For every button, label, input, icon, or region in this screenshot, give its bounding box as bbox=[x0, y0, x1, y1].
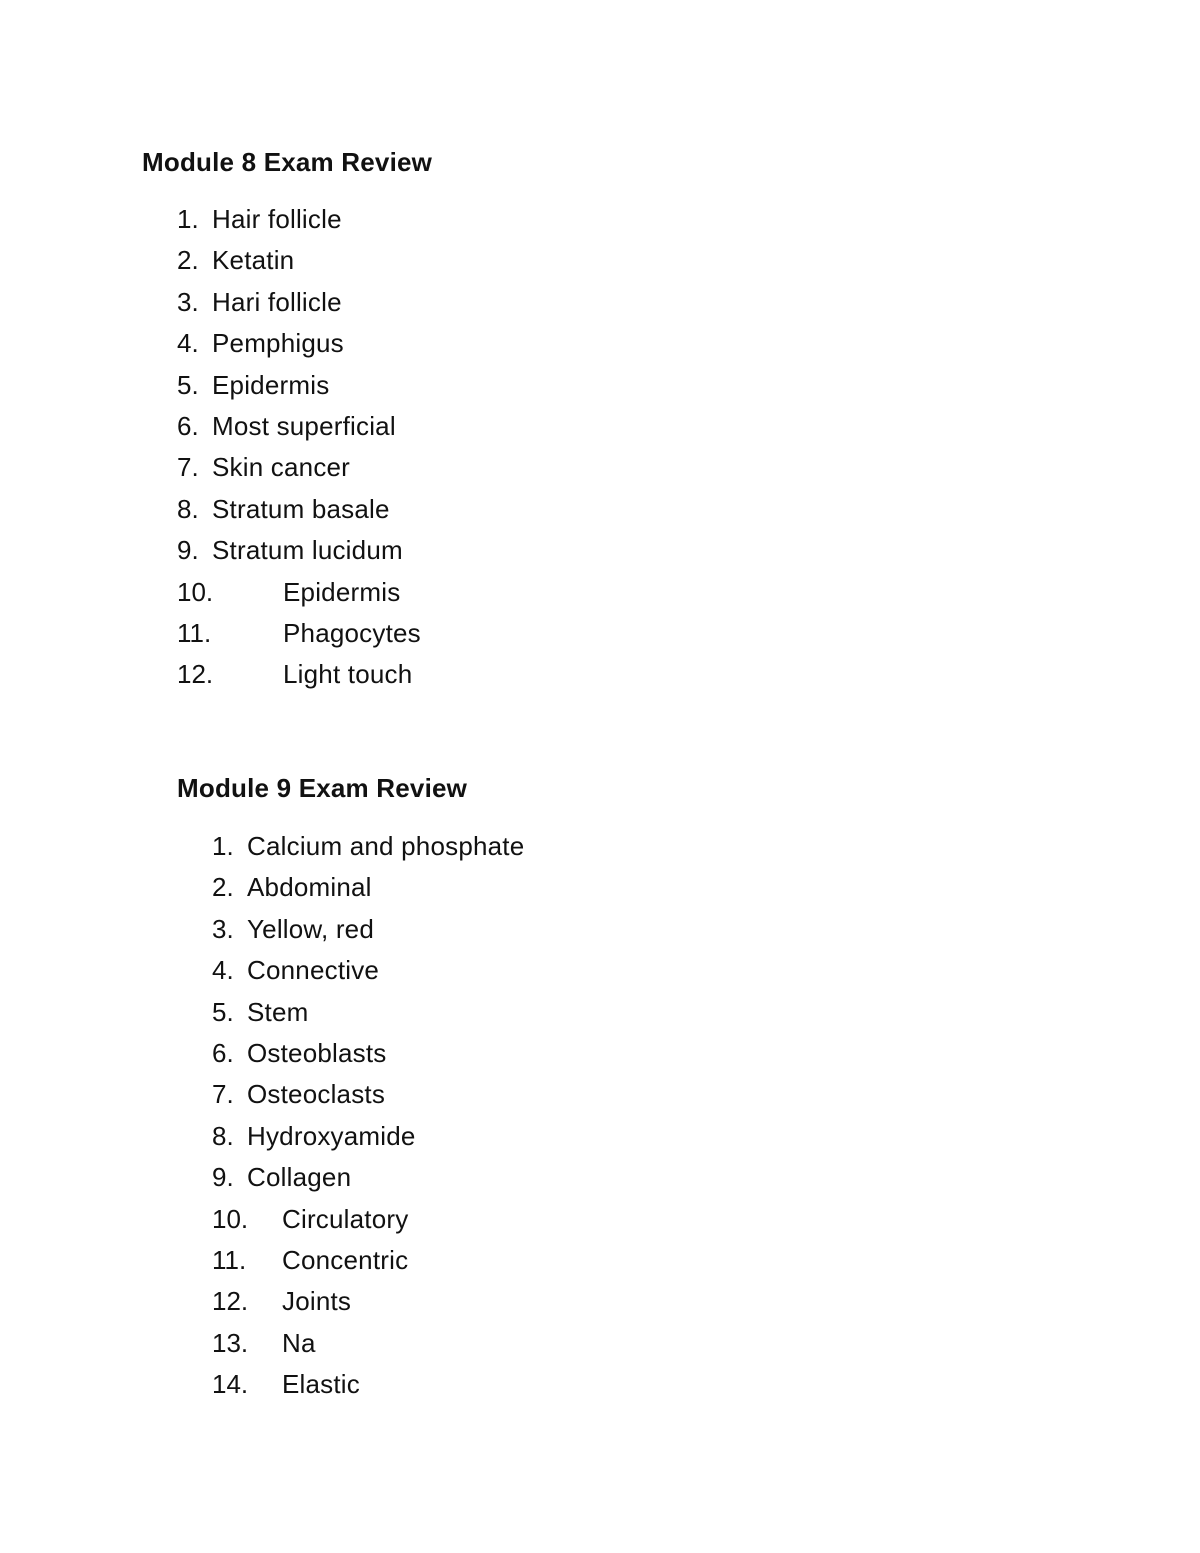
list-item bbox=[177, 911, 467, 952]
item-text: Abdominal bbox=[247, 872, 372, 903]
item-text: Skin cancer bbox=[212, 452, 351, 483]
list-item bbox=[142, 408, 432, 449]
item-number: 5. bbox=[177, 369, 199, 400]
list-item bbox=[177, 828, 525, 869]
item-number: 9. bbox=[177, 535, 199, 566]
item-text: Circulatory bbox=[282, 1203, 409, 1234]
list-item bbox=[177, 952, 467, 993]
item-text: Stratum lucidum bbox=[212, 535, 403, 566]
list-item bbox=[177, 1325, 467, 1366]
item-text: Epidermis bbox=[212, 369, 330, 400]
module-8-answer-list bbox=[142, 201, 432, 698]
item-text: Stem bbox=[247, 996, 309, 1027]
item-number: 7. bbox=[177, 452, 199, 483]
list-item bbox=[142, 491, 432, 532]
item-number: 12. bbox=[177, 659, 214, 690]
list-item bbox=[142, 284, 432, 325]
item-text: Collagen bbox=[247, 1162, 352, 1193]
item-text: Light touch bbox=[283, 659, 413, 690]
item-text: Pemphigus bbox=[212, 328, 344, 359]
list-item bbox=[177, 1242, 467, 1283]
list-item bbox=[177, 994, 467, 1035]
item-number: 12. bbox=[212, 1286, 249, 1317]
item-text: Hydroxyamide bbox=[247, 1120, 416, 1151]
item-number: 8. bbox=[212, 1120, 234, 1151]
item-text: Elastic bbox=[282, 1369, 360, 1400]
item-number: 4. bbox=[177, 328, 199, 359]
item-number: 10. bbox=[212, 1203, 249, 1234]
item-text: Na bbox=[282, 1327, 316, 1358]
item-text: Yellow, red bbox=[247, 913, 374, 944]
module-8-section bbox=[142, 144, 432, 698]
item-number: 10. bbox=[177, 576, 214, 607]
item-number: 8. bbox=[177, 493, 199, 524]
item-number: 6. bbox=[212, 1037, 234, 1068]
module-9-answer-list bbox=[177, 828, 525, 1407]
item-number: 13. bbox=[212, 1327, 249, 1358]
list-item bbox=[177, 1201, 467, 1242]
list-item bbox=[177, 1035, 467, 1076]
list-item bbox=[142, 449, 432, 490]
item-number: 7. bbox=[212, 1079, 234, 1110]
item-number: 3. bbox=[177, 286, 199, 317]
list-item bbox=[177, 1076, 467, 1117]
item-text: Epidermis bbox=[283, 576, 401, 607]
item-number: 1. bbox=[212, 831, 234, 861]
list-item bbox=[142, 656, 432, 697]
module-9-heading: Module 9 Exam Review bbox=[177, 773, 468, 803]
item-number: 2. bbox=[212, 872, 234, 903]
list-item bbox=[142, 532, 432, 573]
item-text: Hair follicle bbox=[212, 204, 342, 234]
item-number: 11. bbox=[177, 617, 212, 648]
item-number: 1. bbox=[177, 204, 199, 234]
list-item bbox=[142, 574, 432, 615]
item-text: Osteoclasts bbox=[247, 1079, 386, 1110]
item-text: Stratum basale bbox=[212, 493, 390, 524]
list-item bbox=[177, 1366, 467, 1407]
list-item bbox=[142, 242, 432, 283]
item-text: Joints bbox=[282, 1286, 352, 1317]
item-text: Concentric bbox=[282, 1244, 409, 1275]
item-number: 14. bbox=[212, 1369, 249, 1400]
item-number: 6. bbox=[177, 410, 199, 441]
item-text: Osteoblasts bbox=[247, 1037, 387, 1068]
list-item bbox=[142, 201, 432, 242]
list-item bbox=[177, 869, 467, 910]
item-number: 4. bbox=[212, 955, 234, 986]
module-8-heading: Module 8 Exam Review bbox=[142, 147, 433, 177]
item-number: 5. bbox=[212, 996, 234, 1027]
list-item bbox=[142, 367, 432, 408]
item-text: Hari follicle bbox=[212, 286, 342, 317]
module-9-section bbox=[177, 770, 525, 1407]
item-text: Calcium and phosphate bbox=[247, 831, 525, 861]
item-number: 2. bbox=[177, 245, 199, 276]
list-item bbox=[142, 615, 432, 656]
item-text: Most superficial bbox=[212, 410, 396, 441]
item-number: 9. bbox=[212, 1162, 234, 1193]
item-text: Ketatin bbox=[212, 245, 295, 276]
item-text: Phagocytes bbox=[283, 617, 421, 648]
item-number: 11. bbox=[212, 1244, 247, 1275]
item-text: Connective bbox=[247, 955, 380, 986]
list-item bbox=[177, 1159, 467, 1200]
list-item bbox=[177, 1118, 467, 1159]
list-item bbox=[142, 325, 432, 366]
list-item bbox=[177, 1283, 467, 1324]
item-number: 3. bbox=[212, 913, 234, 944]
